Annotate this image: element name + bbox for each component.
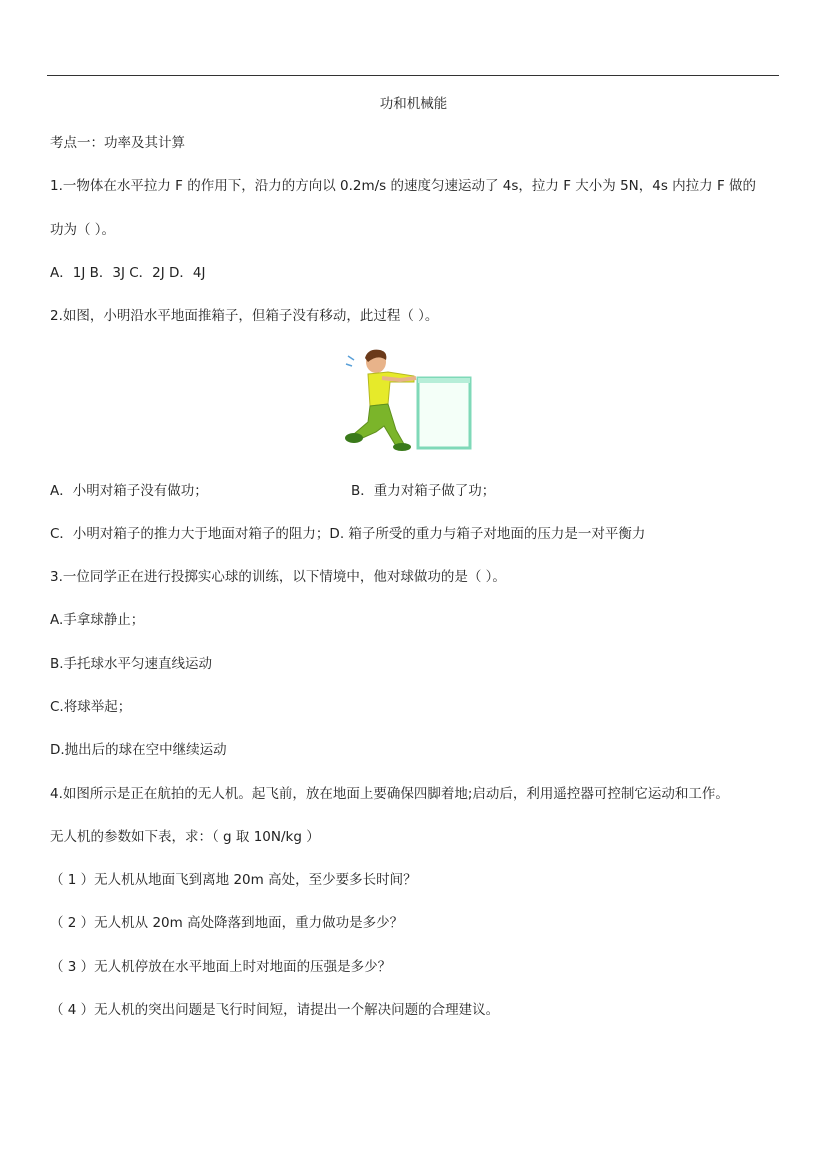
boy-pushing-box-illustration — [338, 348, 478, 454]
q3-stem: 3.一位同学正在进行投掷实心球的训练，以下情境中，他对球做功的是（ ）。 — [50, 569, 506, 585]
q1-stem-line1: 1.一物体在水平拉力 F 的作用下，沿力的方向以 0.2m/s 的速度匀速运动了 4s，拉力 F 大小为 5N，4s 内拉力 F 做的 — [50, 178, 757, 194]
q4-part-2: （ 2 ）无人机从 20m 高处降落到地面，重力做功是多少？ — [50, 915, 404, 931]
q3-option-a: A.手拿球静止； — [50, 612, 145, 628]
q2-option-cd: C．小明对箱子的推力大于地面对箱子的阻力；D. 箱子所受的重力与箱子对地面的压力是一对平衡力 — [50, 526, 646, 542]
q2-option-b: B．重力对箱子做了功； — [351, 483, 496, 499]
q4-part-3: （ 3 ）无人机停放在水平地面上时对地面的压强是多少？ — [50, 959, 392, 975]
q1-options: A．1J B．3J C．2J D．4J — [50, 265, 206, 281]
q4-part-1: （ 1 ）无人机从地面飞到离地 20m 高处，至少要多长时间？ — [50, 872, 417, 888]
q4-stem-line1: 4.如图所示是正在航拍的无人机。起飞前，放在地面上要确保四脚着地;启动后，利用遥控器可控制它运动和工作。 — [50, 786, 729, 802]
q4-stem-line2: 无人机的参数如下表，求：（ g 取 10N/kg ） — [50, 829, 320, 845]
document-title: 功和机械能 — [379, 96, 448, 112]
q3-option-b: B.手托球水平匀速直线运动 — [50, 656, 213, 672]
q4-part-4: （ 4 ）无人机的突出问题是飞行时间短，请提出一个解决问题的合理建议。 — [50, 1002, 500, 1018]
q3-option-d: D.抛出后的球在空中继续运动 — [50, 742, 227, 758]
q2-option-a: A．小明对箱子没有做功； — [50, 483, 208, 499]
header-rule — [47, 75, 779, 76]
q1-stem-line2: 功为（ ）。 — [50, 222, 116, 238]
q2-stem: 2.如图，小明沿水平地面推箱子，但箱子没有移动，此过程（ ）。 — [50, 308, 439, 324]
q3-option-c: C.将球举起； — [50, 699, 132, 715]
section-heading: 考点一：功率及其计算 — [50, 135, 185, 151]
